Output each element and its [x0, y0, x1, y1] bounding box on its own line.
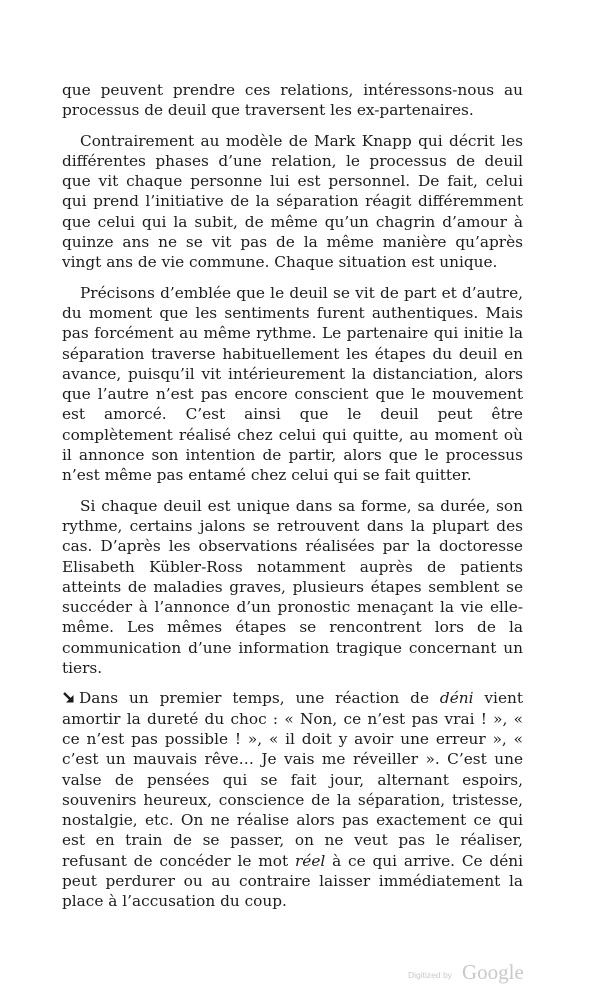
paragraph-5-text-b: vient amortir la dureté du choc : « Non, ce n’est pas vrai ! », « ce n’est pas possible ! », « il doit y avoir une erreur », « c’est un mauvais rêve… Je vais me réveiller ». C’est une valse de pensées qui se fait jour, alternant espoirs, souvenirs heureux, conscience de la séparation, tristesse, nostalgie, etc. On ne réalise alors pas exactement ce qui est en train de se passer, on ne veut pas le réaliser, refusant de concéder le mot — [62, 689, 523, 870]
paragraph-4: Si chaque deuil est unique dans sa forme, sa durée, son rythme, certains jalons se retrouvent dans la plupart des cas. D’après les observations réalisées par la doctoresse Elisabeth Kübler-Ross notamment auprès de patients atteints de maladies graves, plusieurs étapes semblent se succéder à l’annonce d’un pronostic menaçant la vie elle-même. Les mêmes étapes se rencontrent lors de la communication d’une information tragique concernant un tiers. — [62, 496, 523, 678]
paragraph-5 — [62, 688, 523, 911]
watermark-logo-text: Google — [462, 960, 524, 984]
page-body — [62, 80, 523, 922]
paragraph-2: Contrairement au modèle de Mark Knapp qui décrit les différentes phases d’une relation, le processus de deuil que vit chaque personne lui est personnel. De fait, celui qui prend l’initiative de la séparation réagit différemment que celui qui la subit, de même qu’un chagrin d’amour à quinze ans ne se vit pas de la même manière qu’après vingt ans de vie commune. Chaque situation est unique. — [62, 131, 523, 272]
paragraph-5-text-c: à ce qui arrive. Ce déni peut perdurer ou au contraire laisser immédiatement la place à l’accusation du coup. — [62, 851, 523, 911]
digitized-by-google-watermark — [408, 958, 568, 988]
paragraph-5-text-a: Dans un premier temps, une réaction de — [79, 689, 440, 708]
arrow-down-right-icon — [62, 691, 75, 704]
watermark-small-text: Digitized by — [408, 970, 452, 980]
paragraph-3: Précisons d’emblée que le deuil se vit de part et d’autre, du moment que les sentiments furent authentiques. Mais pas forcément au même rythme. Le partenaire qui initie la séparation traverse habituellement les étapes du deuil en avance, puisqu’il vit intérieurement la distanciation, alors que l’autre n’est pas encore conscient que le mouvement est amorcé. C’est ainsi que le deuil peut être complètement réalisé chez celui qui quitte, au moment où il annonce son intention de partir, alors que le processus n’est même pas entamé chez celui qui se fait quitter. — [62, 283, 523, 485]
emphasis-deni: déni — [439, 689, 474, 708]
emphasis-reel: réel — [294, 851, 326, 870]
paragraph-1: que peuvent prendre ces relations, intéressons-nous au processus de deuil que traversent les ex-partenaires. — [62, 81, 523, 120]
